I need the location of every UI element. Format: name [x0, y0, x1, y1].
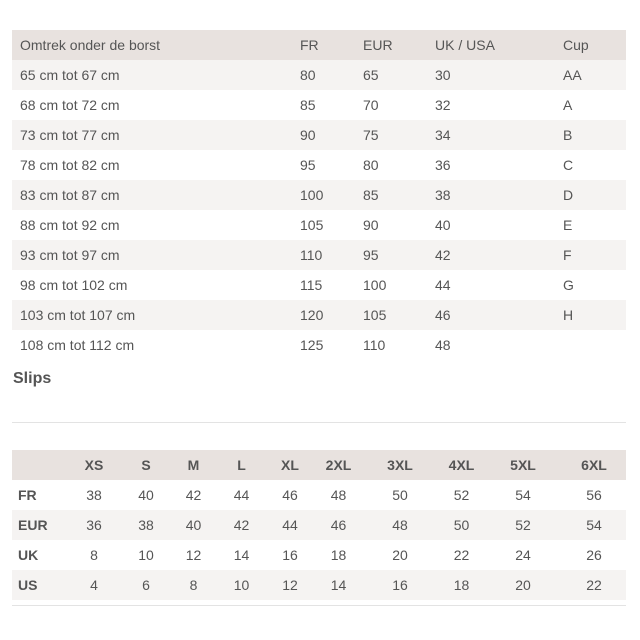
size-cell: 10: [219, 570, 264, 600]
header-size: 2XL: [316, 450, 361, 480]
size-cell: 42: [219, 510, 264, 540]
size-cell: 44: [264, 510, 316, 540]
cell-eur: 80: [363, 157, 379, 173]
header-size: M: [168, 450, 219, 480]
size-cell: 18: [330, 547, 347, 563]
bra-size-table: [12, 30, 626, 360]
size-cell: 54: [562, 510, 626, 540]
size-cell: 16: [361, 570, 439, 600]
cell-cup: C: [563, 157, 574, 173]
cell-cup: A: [563, 97, 573, 113]
slips-table-header-row: [12, 450, 626, 480]
cell-uk-usa: 44: [435, 277, 451, 293]
size-cell: 38: [86, 487, 102, 503]
size-cell: 48: [330, 487, 347, 503]
size-cell: 20: [392, 547, 408, 563]
header-cup: Cup: [555, 30, 626, 60]
cell-uk-usa: 34: [427, 120, 555, 150]
cell-cup: G: [563, 277, 574, 293]
cell-cup: E: [563, 217, 573, 233]
size-cell: 8: [90, 547, 98, 563]
cell-fr: 95: [300, 157, 316, 173]
cell-fr: 100: [294, 180, 357, 210]
cell-fr: 125: [300, 337, 324, 353]
table-row: [12, 510, 626, 540]
slips-table-body: [12, 480, 626, 600]
header-blank: [12, 450, 64, 480]
cell-cup: D: [555, 180, 626, 210]
header-size: 6XL: [562, 450, 626, 480]
size-cell: 10: [138, 547, 154, 563]
cell-fr: 80: [294, 60, 357, 90]
size-cell: 12: [264, 570, 316, 600]
size-cell: 20: [484, 570, 562, 600]
cell-eur: 70: [363, 97, 379, 113]
table-row: [12, 210, 626, 240]
table-row: [12, 480, 626, 510]
bra-table-header-row: [12, 30, 626, 60]
cell-fr: 85: [300, 97, 316, 113]
row-label: EUR: [12, 510, 64, 540]
cell-underbust: 68 cm tot 72 cm: [20, 97, 120, 113]
cell-fr: 120: [294, 300, 357, 330]
cell-cup: B: [555, 120, 626, 150]
size-cell: 16: [282, 547, 298, 563]
cell-eur: 110: [363, 337, 386, 353]
size-cell: 46: [282, 487, 298, 503]
row-label: FR: [18, 487, 37, 503]
table-row: [12, 270, 626, 300]
cell-uk-usa: 36: [435, 157, 451, 173]
size-cell: 38: [124, 510, 168, 540]
table-row: [12, 60, 626, 90]
cell-underbust: 108 cm tot 112 cm: [20, 337, 135, 353]
size-cell: 22: [453, 547, 470, 563]
cell-uk-usa: 40: [435, 217, 451, 233]
size-cell: 52: [484, 510, 562, 540]
table-row: [12, 240, 626, 270]
size-cell: 54: [515, 487, 531, 503]
cell-eur: 95: [357, 240, 427, 270]
bottom-divider: [12, 605, 626, 606]
header-size: S: [124, 450, 168, 480]
row-label: UK: [18, 547, 39, 563]
size-cell: 26: [586, 547, 602, 563]
cell-cup: H: [555, 300, 626, 330]
size-cell: 46: [316, 510, 361, 540]
cell-fr: 115: [300, 277, 323, 293]
table-row: [12, 120, 626, 150]
size-cell: 56: [586, 487, 602, 503]
header-uk-usa: UK / USA: [427, 30, 555, 60]
table-row: [12, 90, 626, 120]
size-cell: 44: [233, 487, 250, 503]
slips-heading: Slips: [13, 370, 52, 387]
cell-eur: 100: [363, 277, 387, 293]
bra-table-body: [12, 60, 626, 360]
cell-underbust: 88 cm tot 92 cm: [20, 217, 120, 233]
size-cell: 18: [439, 570, 484, 600]
header-size: L: [219, 450, 264, 480]
header-size: 5XL: [484, 450, 562, 480]
size-cell: 42: [185, 487, 202, 503]
cell-cup: F: [555, 240, 626, 270]
cell-eur: 90: [363, 217, 379, 233]
cell-uk-usa: 38: [427, 180, 555, 210]
size-cell: 40: [138, 487, 154, 503]
table-row: [12, 300, 626, 330]
cell-fr: 105: [300, 217, 324, 233]
cell-cup: AA: [555, 60, 626, 90]
size-cell: 22: [562, 570, 626, 600]
cell-underbust: 98 cm tot 102 cm: [20, 277, 128, 293]
size-cell: 14: [233, 547, 250, 563]
cell-fr: 90: [294, 120, 357, 150]
slips-size-table: [12, 450, 626, 600]
cell-underbust: 103 cm tot 107 cm: [12, 300, 294, 330]
size-cell: 6: [124, 570, 168, 600]
header-eur: EUR: [357, 30, 427, 60]
cell-eur: 65: [357, 60, 427, 90]
cell-cup: [555, 330, 626, 360]
cell-underbust: 78 cm tot 82 cm: [20, 157, 120, 173]
size-cell: 14: [316, 570, 361, 600]
size-cell: 50: [439, 510, 484, 540]
cell-underbust: 65 cm tot 67 cm: [12, 60, 294, 90]
cell-eur: 85: [357, 180, 427, 210]
cell-uk-usa: 42: [427, 240, 555, 270]
size-cell: 4: [64, 570, 124, 600]
table-row: [12, 540, 626, 570]
table-row: [12, 180, 626, 210]
size-cell: 24: [515, 547, 531, 563]
size-cell: 12: [185, 547, 202, 563]
header-size: 3XL: [361, 450, 439, 480]
cell-eur: 105: [357, 300, 427, 330]
cell-uk-usa: 48: [435, 337, 451, 353]
header-size: XS: [64, 450, 124, 480]
cell-underbust: 83 cm tot 87 cm: [12, 180, 294, 210]
cell-uk-usa: 32: [435, 97, 451, 113]
size-cell: 50: [392, 487, 408, 503]
size-cell: 40: [168, 510, 219, 540]
size-cell: 8: [168, 570, 219, 600]
table-row: [12, 330, 626, 360]
cell-eur: 75: [357, 120, 427, 150]
size-cell: 48: [361, 510, 439, 540]
size-cell: 52: [453, 487, 470, 503]
row-label: US: [12, 570, 64, 600]
divider: [12, 422, 626, 423]
size-cell: 36: [64, 510, 124, 540]
table-row: [12, 570, 626, 600]
header-fr: FR: [294, 30, 357, 60]
cell-uk-usa: 30: [427, 60, 555, 90]
table-row: [12, 150, 626, 180]
header-size: 4XL: [439, 450, 484, 480]
cell-underbust: 73 cm tot 77 cm: [12, 120, 294, 150]
header-underbust: Omtrek onder de borst: [12, 30, 294, 60]
header-size: XL: [264, 450, 316, 480]
cell-fr: 110: [294, 240, 357, 270]
cell-underbust: 93 cm tot 97 cm: [12, 240, 294, 270]
cell-uk-usa: 46: [427, 300, 555, 330]
